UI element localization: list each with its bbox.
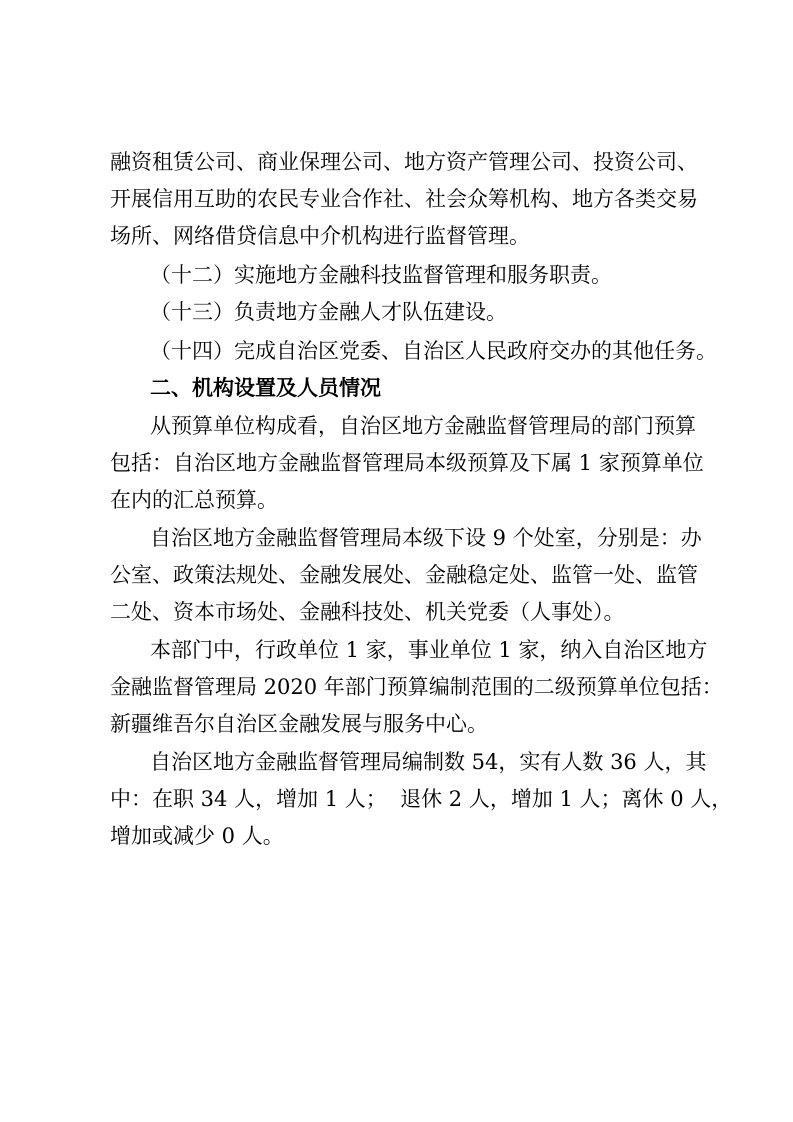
- paragraph-line: 自治区地方金融监督管理局编制数 54，实有人数 36 人，其: [150, 750, 707, 774]
- paragraph-line: 融资租赁公司、商业保理公司、地方资产管理公司、投资公司、: [110, 150, 698, 174]
- paragraph-line: 中：在职 34 人，增加 1 人； 退休 2 人，增加 1 人；离休 0 人，: [110, 787, 733, 811]
- paragraph-line: 场所、网络借贷信息中介机构进行监督管理。: [110, 224, 530, 248]
- list-item-14: （十四）完成自治区党委、自治区人民政府交办的其他任务。: [150, 339, 717, 363]
- paragraph-line: 公室、政策法规处、金融发展处、金融稳定处、监管一处、监管: [110, 563, 698, 587]
- section-heading: 二、机构设置及人员情况: [150, 376, 381, 400]
- paragraph-line: 二处、资本市场处、金融科技处、机关党委（人事处）。: [110, 600, 625, 624]
- list-item-12: （十二）实施地方金融科技监督管理和服务职责。: [150, 263, 612, 287]
- paragraph-line: 包括：自治区地方金融监督管理局本级预算及下属 1 家预算单位: [110, 451, 704, 475]
- paragraph-line: 金融监督管理局 2020 年部门预算编制范围的二级预算单位包括：: [110, 675, 723, 699]
- paragraph-line: 增加或减少 0 人。: [110, 824, 284, 848]
- paragraph-line: 开展信用互助的农民专业合作社、社会众筹机构、地方各类交易: [110, 187, 698, 211]
- paragraph-line: 在内的汇总预算。: [110, 488, 278, 512]
- paragraph-line: 新疆维吾尔自治区金融发展与服务中心。: [110, 712, 488, 736]
- paragraph-line: 从预算单位构成看，自治区地方金融监督管理局的部门预算: [150, 414, 696, 438]
- paragraph-line: 自治区地方金融监督管理局本级下设 9 个处室，分别是：办: [150, 526, 702, 550]
- list-item-13: （十三）负责地方金融人才队伍建设。: [150, 300, 507, 324]
- paragraph-line: 本部门中，行政单位 1 家，事业单位 1 家，纳入自治区地方: [150, 638, 708, 662]
